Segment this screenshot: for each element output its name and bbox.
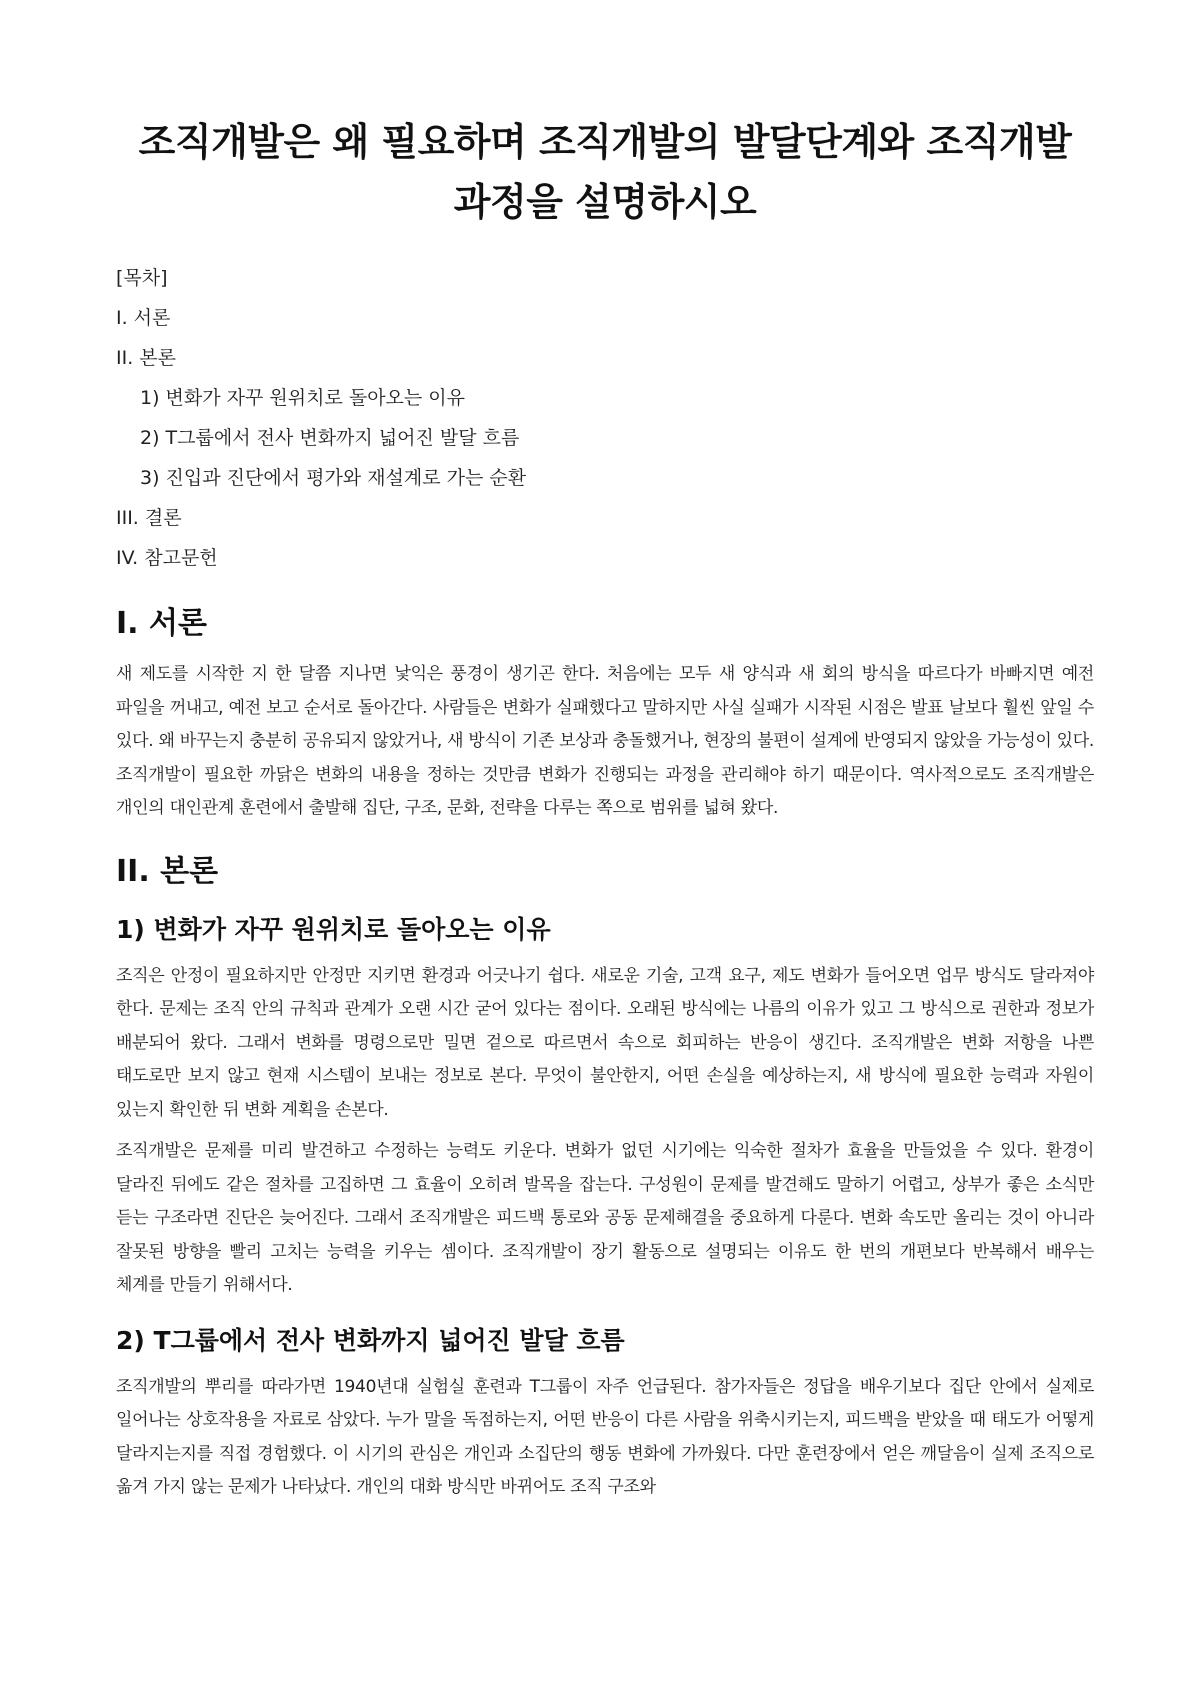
table-of-contents bbox=[116, 258, 1094, 578]
toc-subitem-3: 3) 진입과 진단에서 평가와 재설계로 가는 순환 bbox=[140, 467, 527, 489]
subsection-1-heading: 1) 변화가 자꾸 원위치로 돌아오는 이유 bbox=[116, 914, 551, 944]
toc-item-references: IV. 참고문헌 bbox=[116, 547, 218, 569]
toc-item-body: II. 본론 bbox=[116, 347, 176, 369]
toc-subitem-1: 1) 변화가 자꾸 원위치로 돌아오는 이유 bbox=[140, 387, 466, 409]
subsection-2-paragraph-1: 조직개발의 뿌리를 따라가면 1940년대 실험실 훈련과 T그룹이 자주 언급된다. 참가자들은 정답을 배우기보다 집단 안에서 실제로 일어나는 상호작용을 자료로 삼았다. 누가 말을 독점하는지, 어떤 반응이 다른 사람을 위축시키는지, 피드백을 받았을 때 태도가 어떻게 달라지는지를 직접 경험했다. 이 시기의 관심은 개인과 소집단의 행동 변화에 가까웠다. 다만 훈련장에서 얻은 깨달음이 실제 조직으로 옮겨 가지 않는 문제가 나타났다. 개인의 대화 방식만 바뀌어도 조직 구조와 bbox=[116, 1376, 1094, 1497]
toc-item-intro: I. 서론 bbox=[116, 307, 171, 329]
subsection-1-paragraph-2: 조직개발은 문제를 미리 발견하고 수정하는 능력도 키운다. 변화가 없던 시기에는 익숙한 절차가 효율을 만들었을 수 있다. 환경이 달라진 뒤에도 같은 절차를 고집하면 그 효율이 오히려 발목을 잡는다. 구성원이 문제를 발견해도 말하기 어렵고, 상부가 좋은 소식만 듣는 구조라면 진단은 늦어진다. 그래서 조직개발은 피드백 통로와 공동 문제해결을 중요하게 다룬다. 변화 속도만 올리는 것이 아니라 잘못된 방향을 빨리 고치는 능력을 키우는 셈이다. 조직개발이 장기 활동으로 설명되는 이유도 한 번의 개편보다 반복해서 배우는 체계를 만들기 위해서다. bbox=[116, 1141, 1094, 1295]
body-heading: II. 본론 bbox=[116, 853, 219, 889]
intro-paragraph: 새 제도를 시작한 지 한 달쯤 지나면 낯익은 풍경이 생기곤 한다. 처음에는 모두 새 양식과 새 회의 방식을 따르다가 바빠지면 예전 파일을 꺼내고, 예전 보고 순서로 돌아간다. 사람들은 변화가 실패했다고 말하지만 사실 실패가 시작된 시점은 발표 날보다 훨씬 앞일 수 있다. 왜 바꾸는지 충분히 공유되지 않았거나, 새 방식이 기존 보상과 충돌했거나, 현장의 불편이 설계에 반영되지 않았을 가능성이 있다. 조직개발이 필요한 까닭은 변화의 내용을 정하는 것만큼 변화가 진행되는 과정을 관리해야 하기 때문이다. 역사적으로도 조직개발은 개인의 대인관계 훈련에서 출발해 집단, 구조, 문화, 전략을 다루는 쪽으로 범위를 넓혀 왔다. bbox=[116, 664, 1094, 818]
toc-subitem-2: 2) T그룹에서 전사 변화까지 넓어진 발달 흐름 bbox=[140, 427, 520, 449]
subsection-1-paragraph-1: 조직은 안정이 필요하지만 안정만 지키면 환경과 어긋나기 쉽다. 새로운 기술, 고객 요구, 제도 변화가 들어오면 업무 방식도 달라져야 한다. 문제는 조직 안의 규칙과 관계가 오랜 시간 굳어 있다는 점이다. 오래된 방식에는 나름의 이유가 있고 그 방식으로 권한과 정보가 배분되어 왔다. 그래서 변화를 명령으로만 밀면 겉으로 따르면서 속으로 회피하는 반응이 생긴다. 조직개발은 변화 저항을 나쁜 태도로만 보지 않고 현재 시스템이 보내는 정보로 본다. 무엇이 불안한지, 어떤 손실을 예상하는지, 새 방식에 필요한 능력과 자원이 있는지 확인한 뒤 변화 계획을 손본다. bbox=[116, 965, 1094, 1120]
intro-section bbox=[116, 604, 1094, 826]
document-title: 조직개발은 왜 필요하며 조직개발의 발달단계와 조직개발 과정을 설명하시오 bbox=[138, 120, 1072, 224]
toc-heading: [목차] bbox=[116, 267, 168, 289]
toc-item-conclusion: III. 결론 bbox=[116, 507, 182, 529]
subsection-2-heading: 2) T그룹에서 전사 변화까지 넓어진 발달 흐름 bbox=[116, 1325, 625, 1355]
body-section bbox=[116, 852, 1094, 1505]
intro-heading: I. 서론 bbox=[116, 606, 207, 641]
